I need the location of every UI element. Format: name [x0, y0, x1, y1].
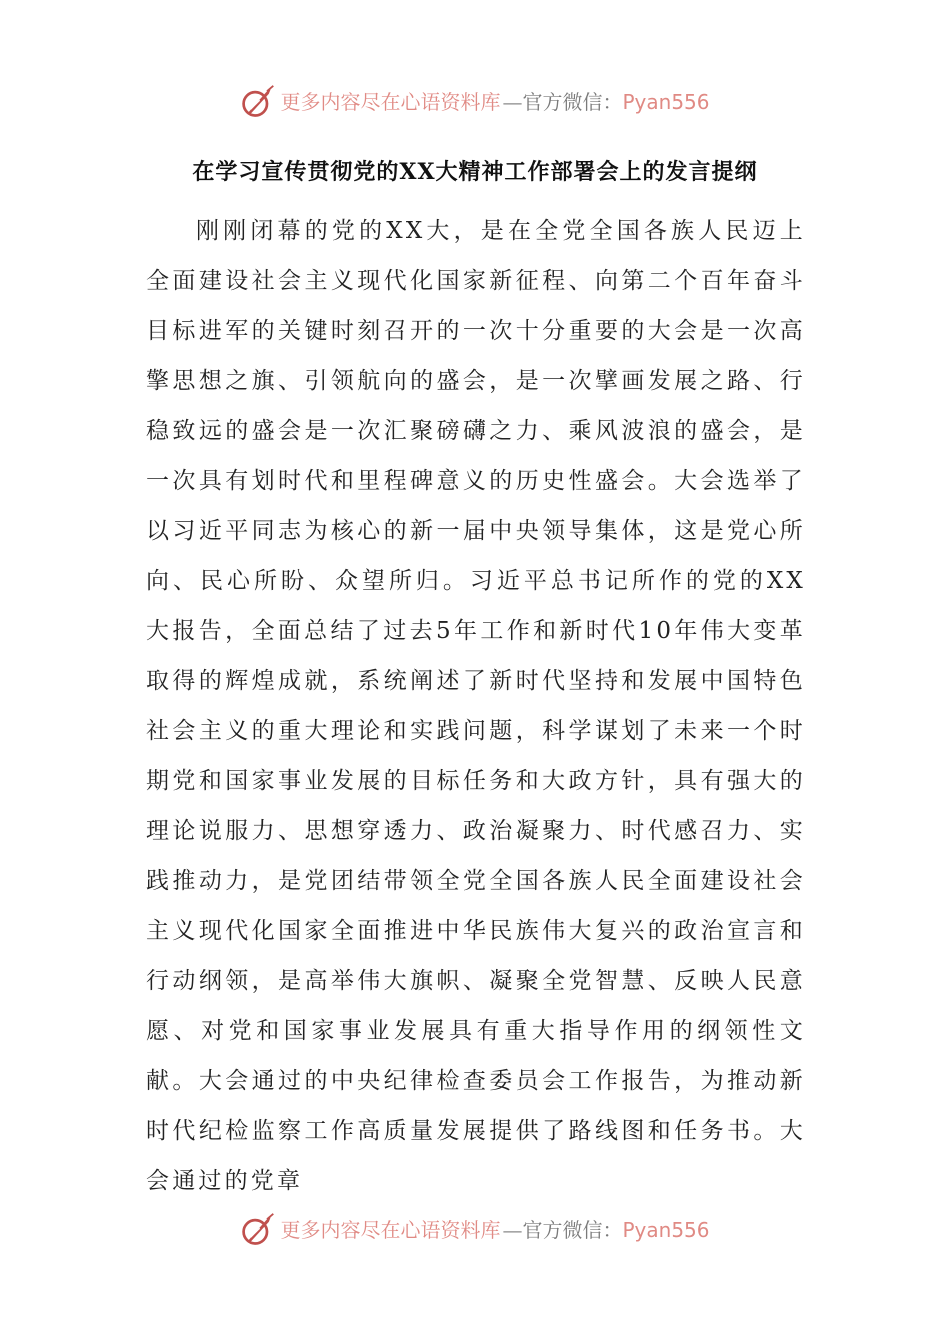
quill-pen-logo-icon	[240, 84, 276, 120]
channel-label: 官方微信：	[522, 1218, 623, 1242]
promo-text: 更多内容尽在心语资料库	[280, 90, 501, 114]
footer-banner	[0, 1208, 950, 1252]
banner-dash: —	[502, 90, 521, 114]
body-paragraph: 刚刚闭幕的党的XX大，是在全党全国各族人民迈上全面建设社会主义现代化国家新征程、向第二个百年奋斗目标进军的关键时刻召开的一次十分重要的大会是一次高擎思想之旗、引领航向的盛会，是一次擘画发展之路、行稳致远的盛会是一次汇聚磅礴之力、乘风波浪的盛会，是一次具有划时代和里程碑意义的历史性盛会。大会选举了以习近平同志为核心的新一届中央领导集体，这是党心所向、民心所盼、众望所归。习近平总书记所作的党的XX大报告，全面总结了过去5年工作和新时代10年伟大变革取得的辉煌成就，系统阐述了新时代坚持和发展中国特色社会主义的重大理论和实践问题，科学谋划了未来一个时期党和国家事业发展的目标任务和大政方针，具有强大的理论说服力、思想穿透力、政治凝聚力、时代感召力、实践推动力，是党团结带领全党全国各族人民全面建设社会主义现代化国家全面推进中华民族伟大复兴的政治宣言和行动纲领，是高举伟大旗帜、凝聚全党智慧、反映人民意愿、对党和国家事业发展具有重大指导作用的纲领性文献。大会通过的中央纪律检查委员会工作报告，为推动新时代纪检监察工作高质量发展提供了路线图和任务书。大会通过的党章	[146, 218, 806, 1194]
header-banner	[0, 80, 950, 124]
quill-pen-logo-icon	[240, 1212, 276, 1248]
banner-dash: —	[502, 1218, 521, 1242]
channel-label: 官方微信：	[522, 90, 623, 114]
wechat-id: Pyan556	[622, 90, 710, 114]
promo-text: 更多内容尽在心语资料库	[280, 1218, 501, 1242]
wechat-id: Pyan556	[622, 1218, 710, 1242]
document-title: 在学习宣传贯彻党的XX大精神工作部署会上的发言提纲	[192, 159, 758, 185]
